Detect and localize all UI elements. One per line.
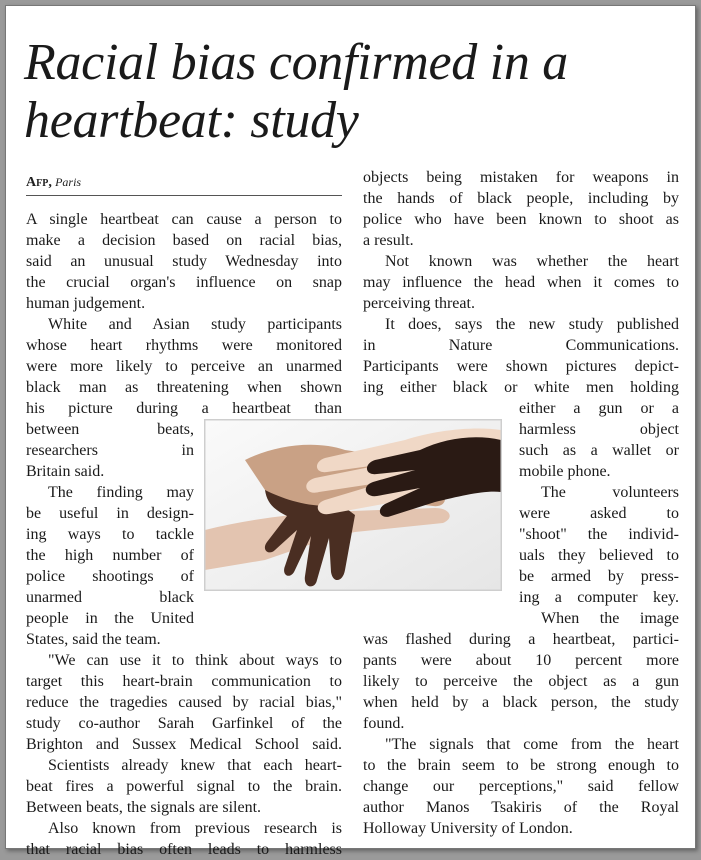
col2-line: police who have been known to shoot as	[363, 211, 679, 228]
col2-line: the hands of black people, including by	[363, 190, 679, 207]
col1-line: his picture during a heartbeat than	[26, 400, 342, 417]
byline-location: Paris	[55, 175, 82, 189]
col1-line: between beats,	[26, 421, 194, 438]
col2-line: It does, says the new study published	[385, 316, 679, 333]
col1-line: A single heartbeat can cause a person to	[26, 211, 342, 228]
headline: Racial bias confirmed in a heartbeat: study	[24, 34, 568, 149]
col1-line: Scientists already knew that each heart-	[48, 757, 342, 774]
col2-line: Not known was whether the heart	[385, 253, 679, 270]
col2-line: likely to perceive the object as a gun	[363, 673, 679, 690]
col2-line: in Nature Communications.	[363, 337, 679, 354]
col2-line: "The signals that come from the heart	[385, 736, 679, 753]
col1-line: were more likely to perceive an unarmed	[26, 358, 342, 375]
col2-line: was flashed during a heartbeat, partici-	[363, 631, 679, 648]
newspaper-clipping	[5, 5, 696, 858]
col1-line: that racial bias often leads to harmless	[26, 841, 342, 858]
col2-line: author Manos Tsakiris of the Royal	[363, 799, 679, 816]
col1-line: people in the United	[26, 610, 194, 627]
col1-line: "We can use it to think about ways to	[48, 652, 342, 669]
col1-line: ing ways to tackle	[26, 526, 194, 543]
col1-line: reduce the tragedies caused by racial bias,"	[26, 694, 342, 711]
col1-line: human judgement.	[26, 295, 146, 312]
col2-line: when held by a black person, the study	[363, 694, 679, 711]
col2-line: Holloway University of London.	[363, 820, 573, 837]
col2-line: such as a wallet or	[519, 442, 679, 459]
article-body	[6, 6, 695, 858]
col1-line: beat fires a powerful signal to the brain.	[26, 778, 342, 795]
col1-line: Between beats, the signals are silent.	[26, 799, 262, 816]
col1-line: The finding may	[48, 484, 194, 501]
col2-line: change our perceptions," said fellow	[363, 778, 679, 795]
col2-line: Participants were shown pictures depict-	[363, 358, 679, 375]
col2-line: ing either black or white men holding	[363, 379, 679, 396]
col1-line: target this heart-brain communication to	[26, 673, 342, 690]
col2-line: found.	[363, 715, 405, 732]
col2-line: mobile phone.	[519, 463, 611, 480]
col2-line: When the image	[541, 610, 679, 627]
col1-line: the high number of	[26, 547, 194, 564]
col2-line: The volunteers	[541, 484, 679, 501]
col2-line: either a gun or a	[519, 400, 679, 417]
col1-line: be useful in design-	[26, 505, 194, 522]
col1-line: unarmed black	[26, 589, 194, 606]
col1-line: Also known from previous research is	[48, 820, 342, 837]
col2-line: objects being mistaken for weapons in	[363, 169, 679, 186]
col1-line: make a decision based on racial bias,	[26, 232, 342, 249]
col2-line: be armed by press-	[519, 568, 679, 585]
col2-line: perceiving threat.	[363, 295, 475, 312]
col2-line: may influence the head when it comes to	[363, 274, 679, 291]
col1-line: the crucial organ's influence on snap	[26, 274, 342, 291]
col2-line: a result.	[363, 232, 414, 249]
col2-line: harmless object	[519, 421, 679, 438]
col1-line: whose heart rhythms were monitored	[26, 337, 342, 354]
col2-line: to the brain seem to be strong enough to	[363, 757, 679, 774]
col1-line: black man as threatening when shown	[26, 379, 342, 396]
col1-line: Brighton and Sussex Medical School said.	[26, 736, 342, 753]
col2-line: were asked to	[519, 505, 679, 522]
col1-line: said an unusual study Wednesday into	[26, 253, 342, 270]
byline-agency: Afp,	[26, 175, 52, 190]
col1-line: White and Asian study participants	[48, 316, 342, 333]
col2-line: pants were about 10 percent more	[363, 652, 679, 669]
col2-line: "shoot" the individ-	[519, 526, 679, 543]
col1-line: Britain said.	[26, 463, 105, 480]
col2-line: uals they believed to	[519, 547, 679, 564]
col1-line: researchers in	[26, 442, 194, 459]
col2-line: ing a computer key.	[519, 589, 679, 606]
col1-line: study co-author Sarah Garfinkel of the	[26, 715, 342, 732]
col1-line: States, said the team.	[26, 631, 161, 648]
col1-line: police shootings of	[26, 568, 194, 585]
